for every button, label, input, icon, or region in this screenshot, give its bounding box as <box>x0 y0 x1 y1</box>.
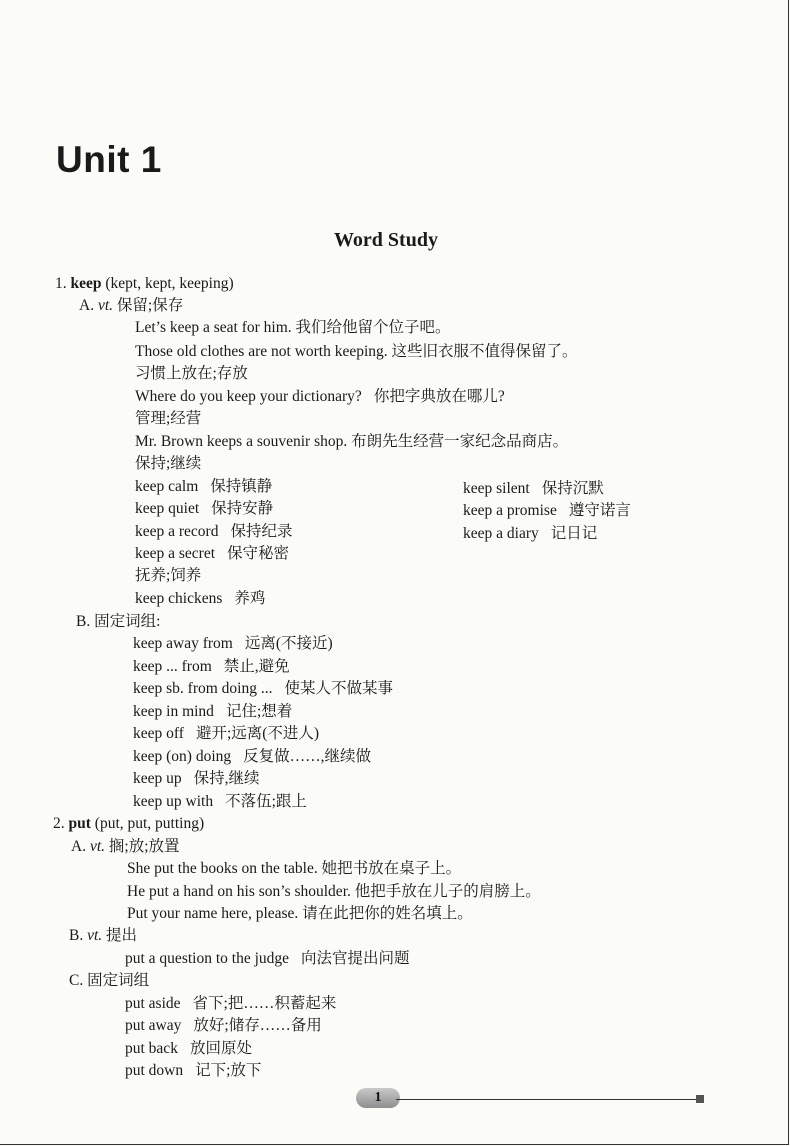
collocation-en: keep chickens <box>135 590 223 607</box>
unit-title: Unit 1 <box>56 139 162 180</box>
phrase-zh: 使某人不做某事 <box>284 680 393 697</box>
collocation <box>463 524 597 544</box>
phrase <box>125 1016 322 1036</box>
collocation <box>135 499 273 519</box>
collocation-en: keep a record <box>135 523 219 540</box>
collocation-en: keep a secret <box>135 545 216 562</box>
example <box>135 387 505 407</box>
entry-keep-headword <box>55 274 234 294</box>
sense-b <box>69 926 137 946</box>
example <box>127 904 473 924</box>
phrase-en: put aside <box>125 995 181 1012</box>
example <box>135 318 451 338</box>
example-en: Mr. Brown keeps a souvenir shop. <box>135 433 348 450</box>
phrase-en: keep in mind <box>133 703 214 720</box>
phrase-en: keep (on) doing <box>133 748 232 765</box>
sub-sense: 习惯上放在;存放 <box>135 365 248 382</box>
collocation <box>135 589 265 609</box>
phrase-zh: 不落伍;跟上 <box>225 793 307 810</box>
phrase-zh: 省下;把……积蓄起来 <box>192 995 337 1012</box>
headword: keep <box>70 275 102 292</box>
example-en: Where do you keep your dictionary? <box>135 388 362 405</box>
phrase <box>125 1039 252 1059</box>
collocation <box>135 544 289 564</box>
collocation-en: keep quiet <box>135 500 200 517</box>
collocation-zh: 保持安静 <box>211 500 274 517</box>
footer-rule-end <box>696 1095 704 1103</box>
example-zh: 她把书放在桌子上。 <box>321 860 462 877</box>
example-en: Put your name here, please. <box>127 905 299 922</box>
section-title: Word Study <box>334 229 438 251</box>
collocation-en: keep silent <box>463 480 530 497</box>
example-en: He put a hand on his son’s shoulder. <box>127 883 351 900</box>
sense-a <box>79 296 183 316</box>
collocation-zh: 遵守诺言 <box>568 502 631 519</box>
part-of-speech: vt. <box>97 297 114 314</box>
phrase-zh: 放好;储存……备用 <box>193 1017 322 1034</box>
phrase <box>125 994 336 1014</box>
phrase-en: keep sb. from doing ... <box>133 680 273 697</box>
collocation <box>135 477 272 497</box>
entry-put-headword <box>53 814 204 834</box>
example-en: She put the books on the table. <box>127 860 318 877</box>
phrase-en: put back <box>125 1040 178 1057</box>
example-zh: 你把字典放在哪儿? <box>373 388 505 405</box>
phrase <box>133 634 333 654</box>
entry-number: 1. <box>55 275 67 292</box>
example <box>127 882 541 902</box>
collocation-zh: 保持沉默 <box>541 480 604 497</box>
sense-gloss: 固定词组: <box>94 613 161 630</box>
sub-sense: 抚养;饲养 <box>135 567 202 584</box>
phrase-zh: 保持,继续 <box>193 770 260 787</box>
phrase-zh: 反复做……,继续做 <box>243 748 372 765</box>
sense-gloss: 保留;保存 <box>116 297 184 314</box>
phrase-en: keep away from <box>133 635 233 652</box>
example-zh: 布朗先生经营一家纪念品商店。 <box>351 433 569 450</box>
phrase-zh: 记住;想着 <box>225 703 293 720</box>
collocation-en: keep calm <box>135 478 199 495</box>
sub-sense: 保持;继续 <box>135 455 202 472</box>
collocation-zh: 保守秘密 <box>227 545 290 562</box>
phrase-zh: 禁止,避免 <box>223 658 290 675</box>
collocation-zh: 保持纪录 <box>230 523 293 540</box>
entry-number: 2. <box>53 815 65 832</box>
phrase <box>125 1061 261 1081</box>
phrase-zh: 避开;远离(不进人) <box>195 725 320 742</box>
collocation <box>463 501 631 521</box>
page-footer <box>356 1087 708 1109</box>
sense-label: A. <box>71 838 87 855</box>
page-number: 1 <box>356 1088 400 1108</box>
sub-sense: 管理;经营 <box>135 410 202 427</box>
phrase-en: keep up with <box>133 793 214 810</box>
example-en: Those old clothes are not worth keeping. <box>135 343 388 360</box>
sense-label: A. <box>79 297 95 314</box>
sense-label: C. <box>69 972 84 989</box>
phrase <box>133 657 290 677</box>
phrase <box>133 724 319 744</box>
headword: put <box>68 815 91 832</box>
part-of-speech: vt. <box>89 838 106 855</box>
example-zh: 他把手放在儿子的肩膀上。 <box>354 883 541 900</box>
example-en: Let’s keep a seat for him. <box>135 319 292 336</box>
phrase-en: put down <box>125 1062 184 1079</box>
phrase <box>133 769 260 789</box>
collocation-zh: 记日记 <box>550 525 598 542</box>
phrase-zh: 放回原处 <box>189 1040 252 1057</box>
example <box>125 949 410 969</box>
phrase-en: put away <box>125 1017 182 1034</box>
example-en: put a question to the judge <box>125 950 290 967</box>
sense-label: B. <box>69 927 84 944</box>
phrase-en: keep ... from <box>133 658 212 675</box>
collocation-en: keep a promise <box>463 502 557 519</box>
sense-a <box>71 837 180 857</box>
phrase-en: keep up <box>133 770 182 787</box>
example-zh: 这些旧衣服不值得保留了。 <box>391 343 578 360</box>
phrase <box>133 702 292 722</box>
phrase <box>133 792 307 812</box>
collocation-en: keep a diary <box>463 525 539 542</box>
footer-rule <box>396 1099 698 1100</box>
phrase <box>133 679 393 699</box>
sense-gloss: 固定词组 <box>87 972 150 989</box>
sense-gloss: 搁;放;放置 <box>108 838 180 855</box>
word-forms: (put, put, putting) <box>94 815 205 832</box>
phrase <box>133 747 371 767</box>
sense-c <box>69 971 149 991</box>
collocation-zh: 养鸡 <box>234 590 266 607</box>
part-of-speech: vt. <box>87 927 103 944</box>
example <box>135 432 568 452</box>
word-forms: (kept, kept, keeping) <box>105 275 234 292</box>
example-zh: 向法官提出问题 <box>301 950 410 967</box>
example <box>127 859 461 879</box>
sense-label: B. <box>76 613 91 630</box>
example <box>135 342 578 362</box>
phrase-en: keep off <box>133 725 184 742</box>
example-zh: 请在此把你的姓名填上。 <box>302 905 473 922</box>
sense-b <box>76 612 160 632</box>
phrase-zh: 记下;放下 <box>195 1062 262 1079</box>
collocation-zh: 保持镇静 <box>210 478 273 495</box>
collocation <box>135 522 293 542</box>
sense-gloss: 提出 <box>106 927 138 944</box>
phrase-zh: 远离(不接近) <box>244 635 333 652</box>
example-zh: 我们给他留个位子吧。 <box>295 319 451 336</box>
collocation <box>463 479 604 499</box>
